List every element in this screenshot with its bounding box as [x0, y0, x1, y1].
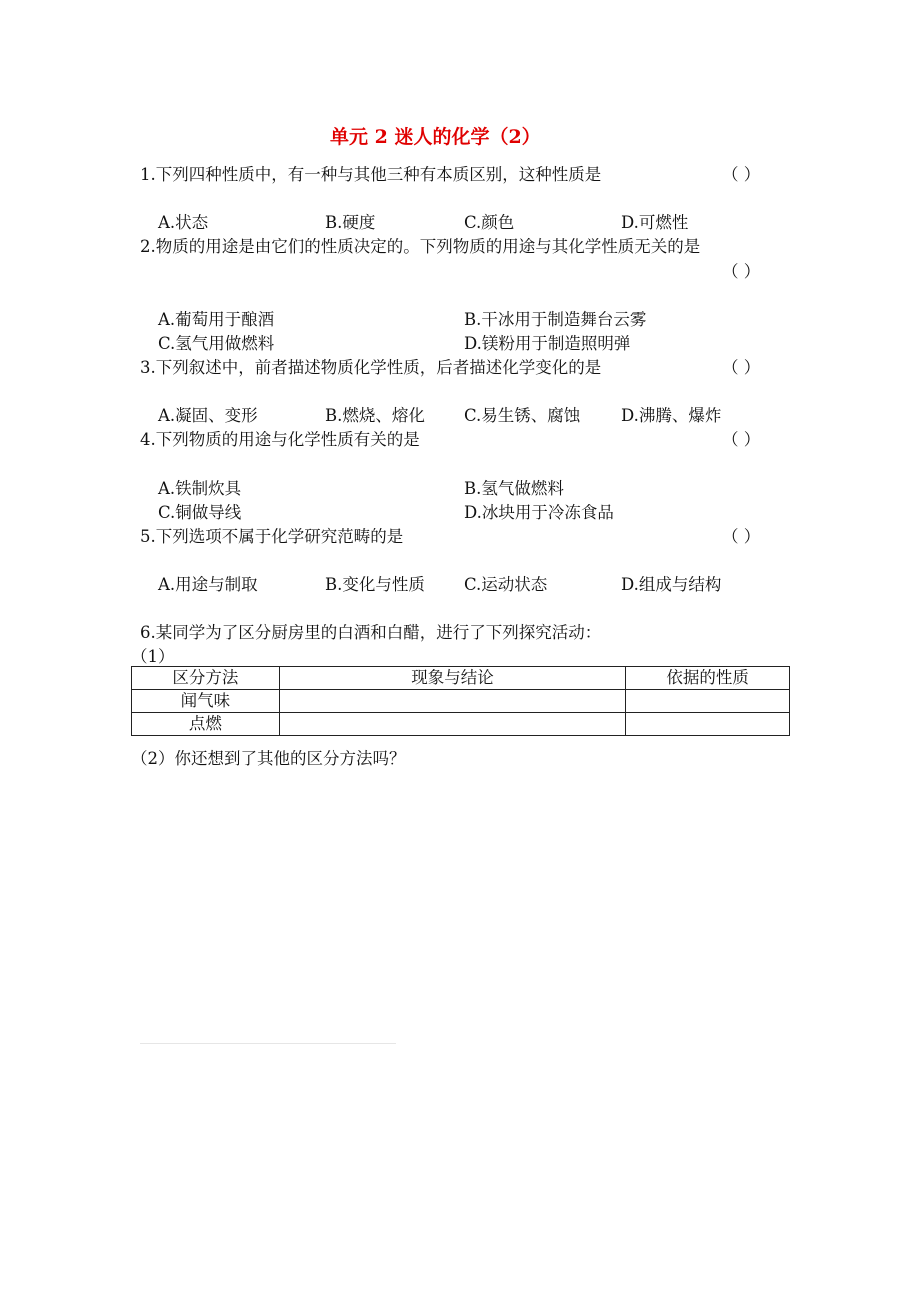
table-header-row	[132, 667, 790, 690]
table-row	[132, 690, 790, 713]
table-header: 现象与结论	[279, 667, 625, 690]
q4-option-d: D.冰块用于冷冻食品	[464, 503, 614, 522]
answer-blank: （ ）	[722, 262, 761, 281]
table-row	[132, 713, 790, 736]
q2-option-c: C.氢气用做燃料	[158, 334, 275, 353]
q3-option-c: C.易生锈、腐蚀	[464, 406, 581, 425]
q2-option-b: B.干冰用于制造舞台云雾	[464, 310, 647, 329]
table-cell-method: 闻气味	[132, 690, 280, 713]
q6-part-2: （2）你还想到了其他的区分方法吗？	[131, 749, 406, 768]
q5-option-d: D.组成与结构	[621, 575, 722, 594]
table-cell-blank	[626, 713, 790, 736]
q4-option-c: C.铜做导线	[158, 503, 242, 522]
q3-option-b: B.燃烧、熔化	[325, 406, 425, 425]
q4-option-b: B.氢气做燃料	[464, 479, 564, 498]
q1-option-d: D.可燃性	[621, 213, 689, 232]
q2-option-d: D.镁粉用于制造照明弹	[464, 334, 631, 353]
q4-option-a: A.铁制炊具	[158, 479, 242, 498]
q5-option-b: B.变化与性质	[325, 575, 425, 594]
q1-option-a: A.状态	[158, 213, 209, 232]
table-cell-method: 点燃	[132, 713, 280, 736]
q6-table	[131, 666, 790, 736]
divider	[140, 1043, 396, 1044]
q5-option-a: A.用途与制取	[158, 575, 258, 594]
q3-option-a: A.凝固、变形	[158, 406, 258, 425]
question-4-stem: 4.下列物质的用途与化学性质有关的是	[140, 430, 420, 449]
table-header: 区分方法	[132, 667, 280, 690]
question-6-stem: 6.某同学为了区分厨房里的白酒和白醋，进行了下列探究活动：	[140, 623, 602, 642]
q1-option-c: C.颜色	[464, 213, 515, 232]
answer-blank: （ ）	[722, 358, 761, 377]
page-title: 单元 2 迷人的化学（2）	[330, 126, 541, 148]
answer-blank: （ ）	[722, 430, 761, 449]
q3-option-d: D.沸腾、爆炸	[621, 406, 722, 425]
question-1-stem: 1.下列四种性质中，有一种与其他三种有本质区别，这种性质是	[140, 165, 602, 184]
question-2-stem: 2.物质的用途是由它们的性质决定的。下列物质的用途与其化学性质无关的是	[140, 237, 701, 256]
table-header: 依据的性质	[626, 667, 790, 690]
table-cell-blank	[279, 690, 625, 713]
question-5-stem: 5.下列选项不属于化学研究范畴的是	[140, 527, 404, 546]
q6-part-1-label: （1）	[131, 647, 175, 666]
q5-option-c: C.运动状态	[464, 575, 548, 594]
q1-option-b: B.硬度	[325, 213, 376, 232]
answer-blank: （ ）	[722, 527, 761, 546]
table-cell-blank	[626, 690, 790, 713]
answer-blank: （ ）	[722, 165, 761, 184]
table-cell-blank	[279, 713, 625, 736]
question-3-stem: 3.下列叙述中，前者描述物质化学性质，后者描述化学变化的是	[140, 358, 602, 377]
q2-option-a: A.葡萄用于酿酒	[158, 310, 275, 329]
